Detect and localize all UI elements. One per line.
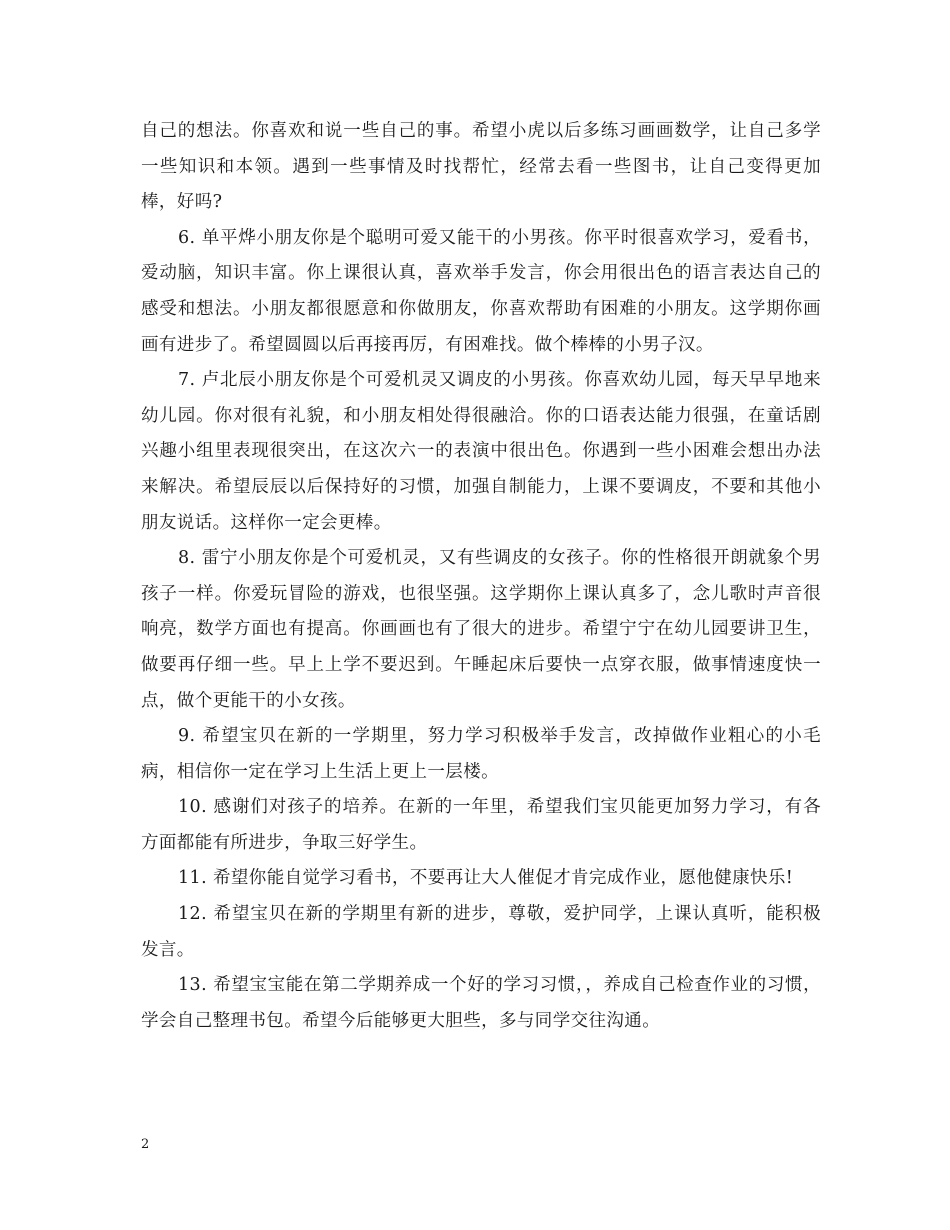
document-body [141,114,821,1039]
paragraph-item-8: 8. 雷宁小朋友你是个可爱机灵，又有些调皮的女孩子。你的性格很开朗就象个男孩子一样。你爱玩冒险的游戏，也很坚强。这学期你上课认真多了，念儿歌时声音很响亮，数学方面也有提高。你画画也有了很大的进步。希望宁宁在幼儿园要讲卫生，做要再仔细一些。早上上学不要迟到。午睡起床后要快一点穿衣服，做事情速度快一点，做个更能干的小女孩。 [141,548,821,711]
paragraph-item-13: 13. 希望宝宝能在第二学期养成一个好的学习习惯，，养成自己检查作业的习惯，学会自己整理书包。希望今后能够更大胆些，多与同学交往沟通。 [141,975,821,1031]
paragraph-item-10: 10. 感谢们对孩子的培养。在新的一年里，希望我们宝贝能更加努力学习，有各方面都能有所进步，争取三好学生。 [141,797,821,853]
paragraph-continued: 自己的想法。你喜欢和说一些自己的事。希望小虎以后多练习画画数学，让自己多学一些知识和本领。遇到一些事情及时找帮忙，经常去看一些图书，让自己变得更加棒，好吗? [141,121,821,213]
page-number: 2 [141,1137,150,1152]
paragraph-item-11: 11. 希望你能自觉学习看书，不要再让大人催促才肯完成作业，愿他健康快乐! [178,868,794,889]
paragraph-item-12: 12. 希望宝贝在新的学期里有新的进步，尊敬，爱护同学，上课认真听，能积极发言。 [141,904,821,960]
paragraph-item-9: 9. 希望宝贝在新的一学期里，努力学习积极举手发言，改掉做作业粗心的小毛病，相信你一定在学习上生活上更上一层楼。 [141,726,821,782]
paragraph-item-6: 6. 单平烨小朋友你是个聪明可爱又能干的小男孩。你平时很喜欢学习，爱看书，爱动脑，知识丰富。你上课很认真，喜欢举手发言，你会用很出色的语言表达自己的感受和想法。小朋友都很愿意和你做朋友，你喜欢帮助有困难的小朋友。这学期你画画有进步了。希望圆圆以后再接再厉，有困难找。做个棒棒的小男子汉。 [141,227,821,355]
paragraph-item-7: 7. 卢北辰小朋友你是个可爱机灵又调皮的小男孩。你喜欢幼儿园，每天早早地来幼儿园。你对很有礼貌，和小朋友相处得很融洽。你的口语表达能力很强，在童话剧兴趣小组里表现很突出，在这次六一的表演中很出色。你遇到一些小困难会想出办法来解决。希望辰辰以后保持好的习惯，加强自制能力，上课不要调皮，不要和其他小朋友说话。这样你一定会更棒。 [141,370,821,533]
